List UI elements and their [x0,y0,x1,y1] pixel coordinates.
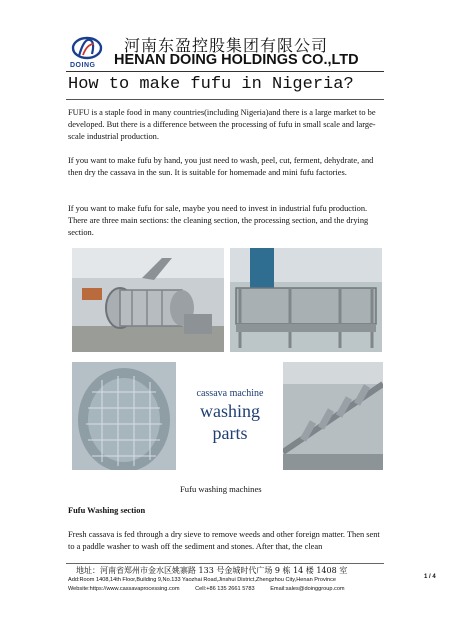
page-number: 1 / 4 [424,574,436,580]
page-title: How to make fufu in Nigeria? [68,75,354,94]
figure-caption: Fufu washing machines [180,484,262,494]
footer-website-link[interactable]: Website:https://www.cassavaprocessing.com [68,586,180,592]
paragraph-industrial: If you want to make fufu for sale, maybe you need to invest in industrial fufu production. There are three main sections: the cleaning section, the processing section, and the drying section. [68,204,369,238]
company-logo-icon [70,36,104,64]
header-divider [66,71,384,72]
figure-overlay-word-washing: washing [200,401,260,421]
photo-paddle-washer [230,248,382,352]
photo-drum-washer [72,248,224,352]
footer-email-link[interactable]: Email:sales@doinggroup.com [270,586,345,592]
logo-wordmark: DOING [70,62,96,69]
section-paragraph: Fresh cassava is fed through a dry sieve to remove weeds and other foreign matter. Then sent to a paddle washer to wash off the sediment and stones. After that, the clean [68,530,380,552]
photo-drum-interior [72,362,176,470]
footer-cell: Cell:+86 135 2661 5783 [195,586,255,592]
paragraph-intro: FUFU is a staple food in many countries(including Nigeria)and there is a large market to be developed. But there is a difference between the processing of fufu in small scale and large-scale industrial production. [68,108,376,142]
title-divider [66,99,384,100]
footer-divider [66,563,384,564]
figure-overlay-text [180,382,280,460]
figure-overlay-subtitle: cassava machine [196,388,264,399]
footer-address-english: Add:Room 1408,14th Floor,Building 9,No.133 Yaozhai Road,Jinshui District,Zhengzhou City,Henan Province [68,577,337,583]
company-name-chinese: 河南东盈控股集团有限公司 [124,36,329,55]
footer-address-chinese: 地址：河南省郑州市金水区姚寨路 133 号金城时代广场 9 栋 14 楼 1408 室 [76,566,348,575]
footer-contact [68,586,359,592]
photo-paddle-shaft [283,362,383,470]
section-heading: Fufu Washing section [68,506,146,515]
company-name-english: HENAN DOING HOLDINGS CO.,LTD [114,52,359,68]
paragraph-by-hand: If you want to make fufu by hand, you just need to wash, peel, cut, ferment, dehydrate, and then dry the cassava in the sun. It is suitable for homemade and mini fufu factories. [68,156,374,178]
figure-overlay-word-parts: parts [212,423,248,443]
